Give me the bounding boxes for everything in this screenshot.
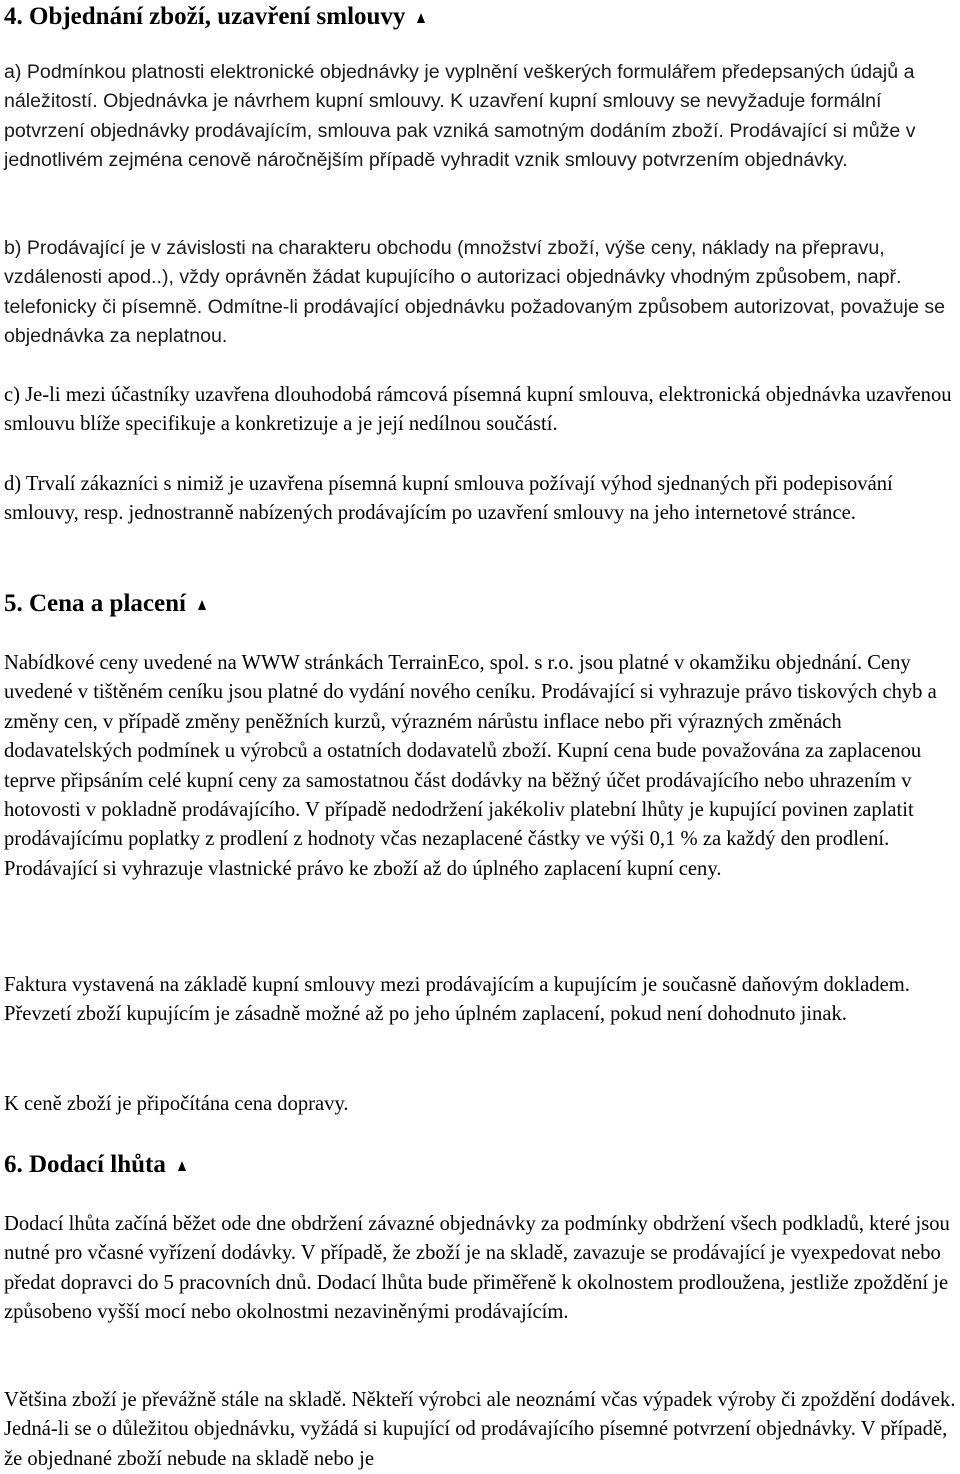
section-4-paragraph-b: b) Prodávající je v závislosti na charakteru obchodu (množství zboží, výše ceny, náklady na přepravu, vzdálenosti apod..), vždy oprávněn žádat kupujícího o autorizaci objednávky vhodným způsobem, např. telefonicky či písemně. Odmítne-li prodávající objednávku požadovaným způsobem autorizovat, považuje se objednávka za neplatnou. [4, 237, 946, 348]
section-4-paragraph-d: d) Trvalí zákazníci s nimiž je uzavřena písemná kupní smlouva požívají výhod sjednaných při podepisování smlouvy, resp. jednostranně nabízených prodávajícím po uzavření smlouvy na jeho internetové stránce. [4, 473, 893, 525]
section-4-heading [4, 2, 425, 32]
section-5-paragraph-3: K ceně zboží je připočítána cena dopravy. [4, 1093, 349, 1115]
up-arrow-icon[interactable] [178, 1161, 186, 1171]
up-arrow-icon[interactable] [198, 600, 206, 610]
section-5-paragraph-2: Faktura vystavená na základě kupní smlouvy mezi prodávajícím a kupujícím je současně daňovým dokladem. Převzetí zboží kupujícím je zásadně možné až po jeho úplném zaplacení, pokud není dohodnuto jinak. [4, 974, 910, 1026]
section-4-title: 4. Objednání zboží, uzavření smlouvy [4, 3, 406, 30]
section-6-heading [4, 1150, 186, 1180]
section-6-title: 6. Dodací lhůta [4, 1151, 166, 1178]
section-6-paragraph-1: Dodací lhůta začíná běžet ode dne obdržení závazné objednávky za podmínky obdržení všech podkladů, které jsou nutné pro včasné vyřízení dodávky. V případě, že zboží je na skladě, zavazuje se prodávající je vyexpedovat nebo předat dopravci do 5 pracovních dnů. Dodací lhůta bude přiměřeně k okolnostem prodloužena, jestliže zpoždění je způsobeno vyšší mocí nebo okolnostmi nezaviněnými prodávajícím. [4, 1213, 950, 1324]
section-4-paragraph-c: c) Je-li mezi účastníky uzavřena dlouhodobá rámcová písemná kupní smlouva, elektronická objednávka uzavřenou smlouvu blíže specifikuje a konkretizuje a je její nedílnou součástí. [4, 384, 952, 436]
section-5-heading [4, 589, 206, 619]
section-4-paragraph-a: a) Podmínkou platnosti elektronické objednávky je vyplnění veškerých formulářem předepsaných údajů a náležitostí. Objednávka je návrhem kupní smlouvy. K uzavření kupní smlouvy se nevyžaduje formální potvrzení objednávky prodávajícím, smlouva pak vzniká samotným dodáním zboží. Prodávající si může v jednotlivém zejména cenově náročnějším případě vyhradit vznik smlouvy potvrzením objednávky. [4, 61, 916, 172]
section-5-title: 5. Cena a placení [4, 590, 186, 617]
up-arrow-icon[interactable] [417, 13, 425, 23]
section-6-paragraph-2: Většina zboží je převážně stále na skladě. Někteří výrobci ale neoznámí včas výpadek výroby či zpoždění dodávek. Jedná-li se o důležitou objednávku, vyžádá si kupující od prodávajícího písemné potvrzení objednávky. V případě, že objednané zboží nebude na skladě nebo je [4, 1389, 956, 1470]
section-5-paragraph-1: Nabídkové ceny uvedené na WWW stránkách TerrainEco, spol. s r.o. jsou platné v okamžiku objednání. Ceny uvedené v tištěném ceníku jsou platné do vydání nového ceníku. Prodávající si vyhrazuje právo tiskových chyb a změny cen, v případě změny peněžních kurzů, výrazném nárůstu inflace nebo při výrazných změnách dodavatelských podmínek u výrobců a ostatních dodavatelů zboží. Kupní cena bude považována za zaplacenou teprve připsáním celé kupní ceny za samostatnou část dodávky na běžný účet prodávajícího nebo uhrazením v hotovosti v pokladně prodávajícího. V případě nedodržení jakékoliv platební lhůty je kupující povinen zaplatit prodávajícímu poplatky z prodlení z hodnoty včas nezaplacené částky ve výši 0,1 % za každý den prodlení. Prodávající si vyhrazuje vlastnické právo ke zboží až do úplného zaplacení kupní ceny. [4, 652, 937, 880]
